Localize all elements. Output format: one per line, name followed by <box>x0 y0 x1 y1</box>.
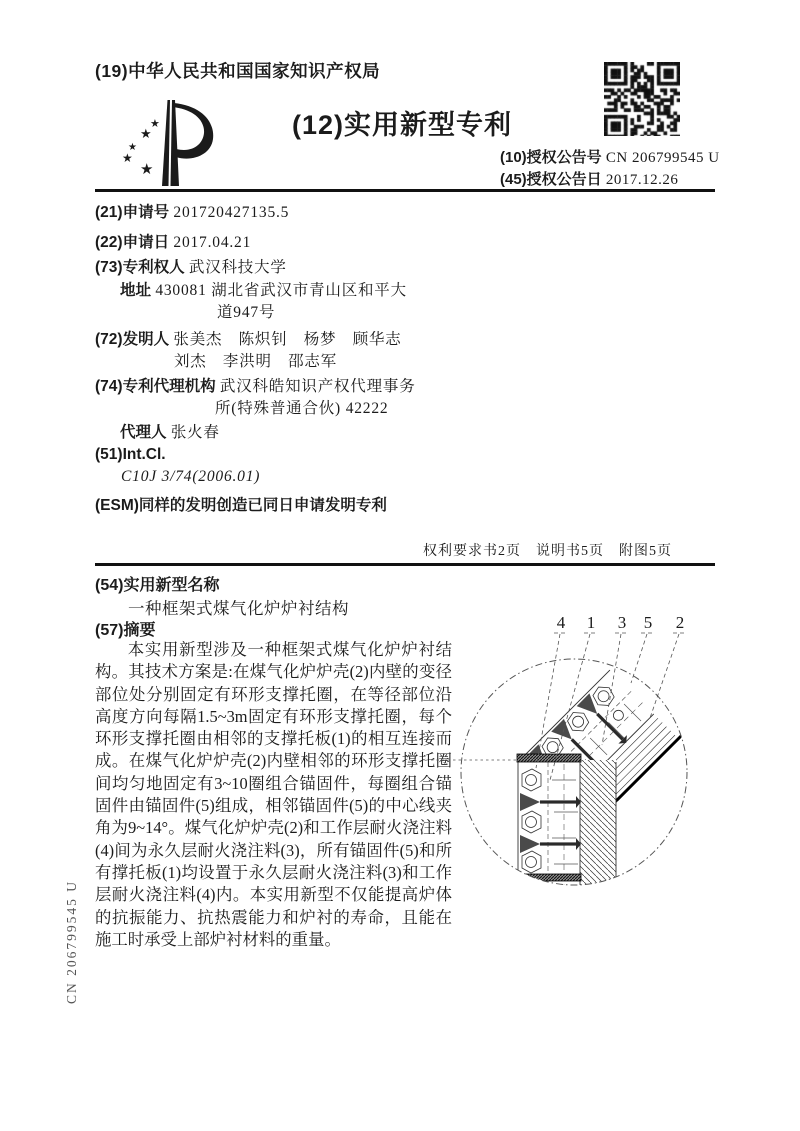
intcl-label-line <box>95 446 166 464</box>
logo-star-icon: ★ <box>140 162 154 178</box>
figure-label-4: 4 <box>556 613 566 632</box>
patentee-value: 武汉科技大学 <box>188 259 287 276</box>
address-value-2: 道947号 <box>217 304 276 321</box>
publication-number-line <box>500 146 720 167</box>
agency-line-1 <box>95 374 416 396</box>
header-divider <box>95 189 715 192</box>
publication-date-value: 2017.12.26 <box>605 172 679 188</box>
intcl-value-line <box>121 468 260 486</box>
application-date-line <box>95 230 251 252</box>
agency-line-2 <box>215 396 388 418</box>
abstract-section-label: (57)摘要 <box>95 622 156 639</box>
inventors-label: (72)发明人 <box>95 331 170 348</box>
application-number-line <box>95 200 289 222</box>
qr-code-icon <box>604 62 680 136</box>
logo-star-icon: ★ <box>122 151 133 165</box>
esm-note-line <box>95 493 387 515</box>
support-plate-bar <box>517 754 581 762</box>
body-divider <box>95 563 715 566</box>
application-number-label: (21)申请号 <box>95 204 170 221</box>
inventors-value-1: 张美杰 陈炽钊 杨梦 顾华志 <box>173 331 402 348</box>
sipo-logo-icon <box>116 94 224 192</box>
inventors-value-2: 刘杰 李洪明 邵志军 <box>174 353 338 370</box>
figure-labels <box>557 613 685 632</box>
furnace-lining-drawing <box>428 612 730 908</box>
agency-value-1: 武汉科皓知识产权代理事务 <box>219 378 416 395</box>
invention-title: 一种框架式煤气化炉炉衬结构 <box>128 599 349 618</box>
address-label: 地址 <box>120 282 152 299</box>
patent-figure <box>428 612 730 908</box>
figure-label-3: 3 <box>617 613 627 632</box>
intcl-value: C10J 3/74(2006.01) <box>121 468 261 485</box>
logo-star-icon: ★ <box>128 142 137 153</box>
agent-label: 代理人 <box>120 424 167 441</box>
inventors-line-2 <box>174 349 337 371</box>
application-date-label: (22)申请日 <box>95 234 170 251</box>
logo-star-icon: ★ <box>140 126 152 141</box>
publication-number-label: (10)授权公告号 <box>500 149 602 166</box>
figure-label-5: 5 <box>643 613 653 632</box>
agency-label: (74)专利代理机构 <box>95 378 216 395</box>
address-line-1 <box>120 278 407 300</box>
figure-label-2: 2 <box>675 613 685 632</box>
document-type: (12)实用新型专利 <box>292 110 513 140</box>
patentee-label: (73)专利权人 <box>95 259 185 276</box>
address-value-1: 430081 湖北省武汉市青山区和平大 <box>155 282 407 299</box>
publication-date-line <box>500 168 678 189</box>
agent-line <box>120 420 220 442</box>
figure-label-1: 1 <box>586 613 596 632</box>
intcl-label: (51)Int.Cl. <box>95 446 166 463</box>
publication-number-value: CN 206799545 U <box>605 150 720 166</box>
esm-note: (ESM)同样的发明创造已同日申请发明专利 <box>95 497 387 514</box>
address-line-2 <box>217 300 275 322</box>
patentee-line <box>95 255 287 277</box>
application-number-value: 201720427135.5 <box>173 204 290 221</box>
inventors-line-1 <box>95 327 402 349</box>
agency-value-2: 所(特殊普通合伙) 42222 <box>215 400 389 417</box>
publication-date-label: (45)授权公告日 <box>500 171 602 188</box>
side-publication-number: CN 206799545 U <box>64 879 79 1004</box>
page-counts: 权利要求书2页 说明书5页 附图5页 <box>423 544 672 559</box>
support-plate-bar <box>517 874 581 881</box>
abstract-text: 本实用新型涉及一种框架式煤气化炉炉衬结构。其技术方案是:在煤气化炉炉壳(2)内壁的变径部位处分别固定有环形支撑托圈，在等径部位沿高度方向每隔1.5~3m固定有环形支撑托圈，每个环形支撑托圈由相邻的支撑托板(1)的相互连接而成。在煤气化炉炉壳(2)内壁相邻的环形支撑托圈间均匀地固定有3~10圈组合锚固件，每圈组合锚固件由锚固件(5)组成，相邻锚固件(5)的中心线夹角为9~14°。煤气化炉炉壳(2)和工作层耐火浇注料(4)间为永久层耐火浇注料(3)，所有锚固件(5)和所有撑托板(1)均设置于永久层耐火浇注料(3)和工作层耐火浇注料(4)内。本实用新型不仅能提高炉体的抗振能力、抗热震能力和炉衬的寿命，且能在施工时承受上部炉衬材料的重量。 <box>95 640 452 949</box>
issuing-office: (19)中华人民共和国国家知识产权局 <box>95 61 381 81</box>
title-section-label: (54)实用新型名称 <box>95 577 220 594</box>
application-date-value: 2017.04.21 <box>173 234 252 251</box>
logo-star-icon: ★ <box>150 118 160 130</box>
lining-section <box>517 669 681 890</box>
agent-value: 张火春 <box>170 424 220 441</box>
